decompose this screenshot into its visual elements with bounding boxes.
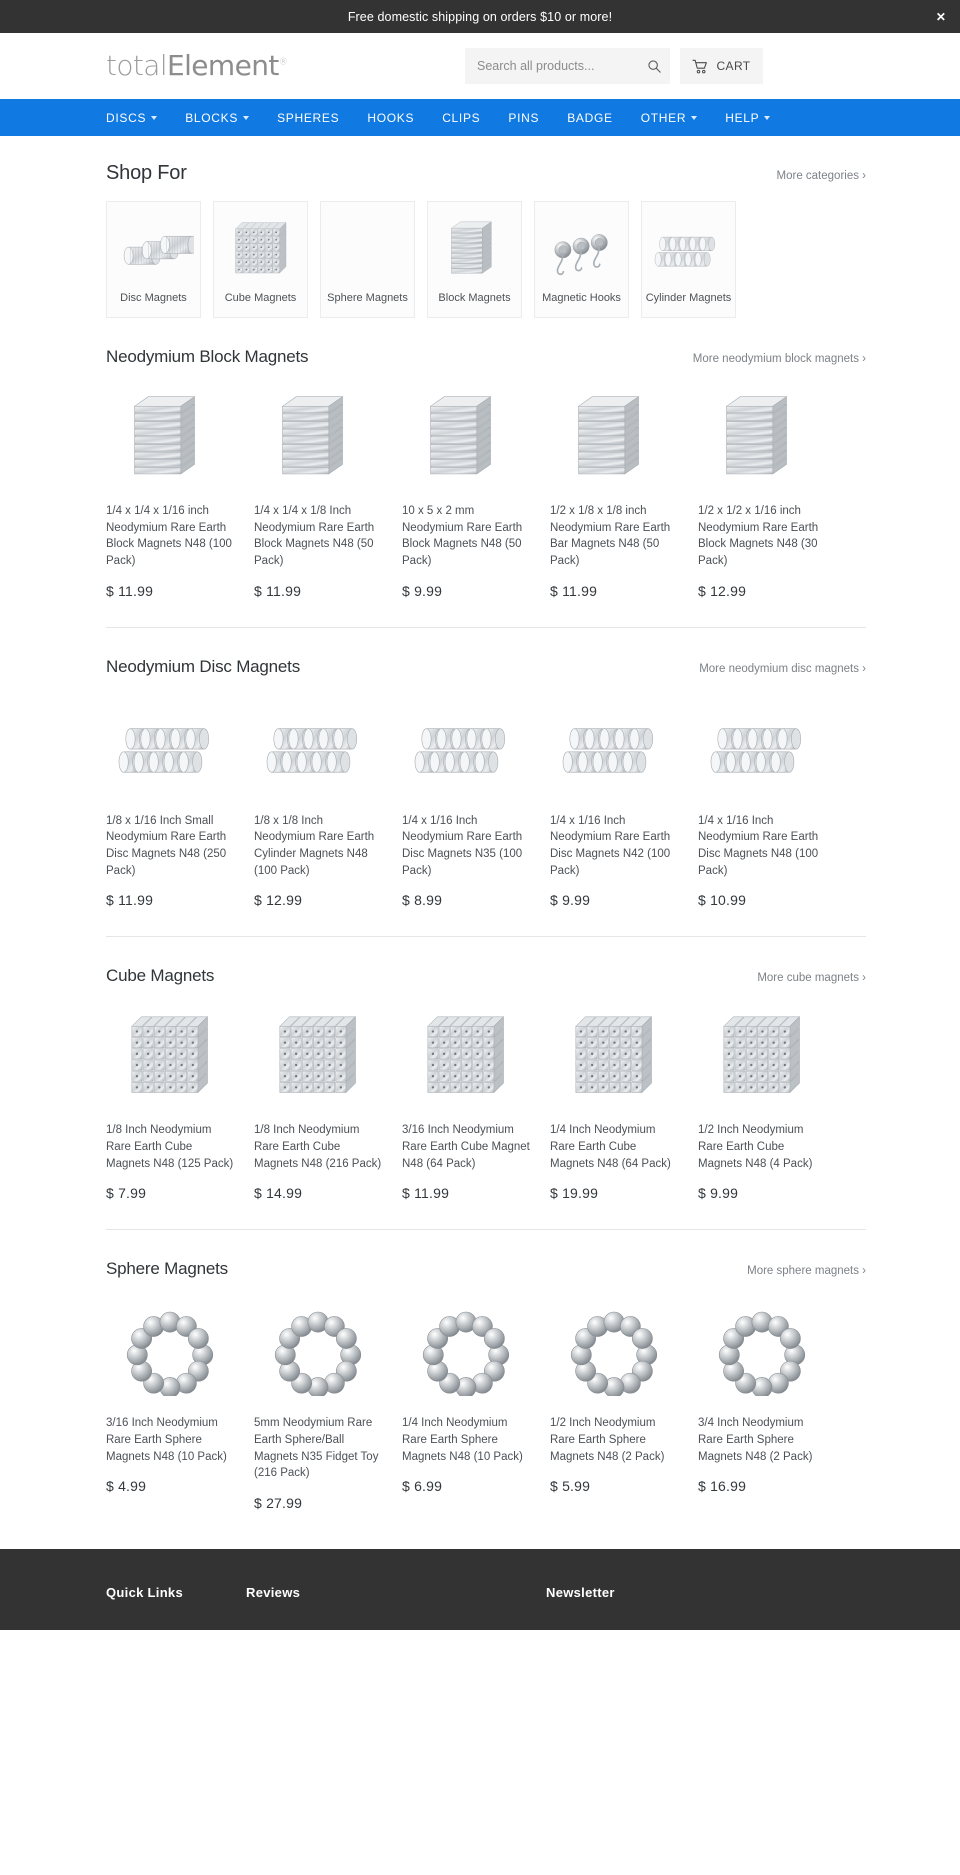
- product-image: [106, 1002, 234, 1107]
- product-title: 1/8 x 1/8 Inch Neodymium Rare Earth Cylinder Magnets N48 (100 Pack): [254, 814, 375, 877]
- product-row: [106, 693, 866, 909]
- nav-item-other[interactable]: [627, 99, 712, 136]
- product-title: 1/8 x 1/16 Inch Small Neodymium Rare Earth Disc Magnets N48 (250 Pack): [106, 814, 227, 877]
- announcement-text: Free domestic shipping on orders $10 or more!: [347, 9, 613, 24]
- product-price: $ 4.99: [106, 1478, 147, 1495]
- product-price: $ 11.99: [106, 892, 154, 909]
- product-price: $ 14.99: [254, 1185, 303, 1202]
- product-image: [254, 693, 382, 798]
- product-section: [106, 627, 866, 909]
- category-label: Cylinder Magnets: [645, 292, 732, 304]
- more-categories-link[interactable]: More categories ›: [776, 170, 866, 182]
- section-more-link[interactable]: More sphere magnets ›: [747, 1265, 866, 1278]
- category-tile[interactable]: [213, 201, 308, 318]
- section-title: Neodymium Block Magnets: [106, 347, 309, 366]
- nav-item-help[interactable]: [711, 99, 784, 136]
- product-card[interactable]: [254, 1002, 382, 1201]
- product-title: 1/4 Inch Neodymium Rare Earth Sphere Magnets N48 (10 Pack): [402, 1417, 523, 1463]
- product-title: 1/2 x 1/2 x 1/16 inch Neodymium Rare Earth Block Magnets N48 (30 Pack): [698, 505, 819, 568]
- nav-item-pins[interactable]: [494, 99, 553, 136]
- product-card[interactable]: [698, 383, 826, 599]
- product-image: [106, 1295, 234, 1400]
- product-image: [698, 1295, 826, 1400]
- chevron-down-icon: [764, 116, 770, 120]
- site-header: [0, 33, 960, 99]
- product-price: $ 7.99: [106, 1185, 147, 1202]
- search-input[interactable]: [477, 59, 647, 73]
- logo-trademark: ®: [278, 57, 288, 68]
- nav-item-hooks[interactable]: [353, 99, 428, 136]
- close-icon[interactable]: ✕: [935, 9, 946, 24]
- nav-item-label: SPHERES: [277, 110, 340, 125]
- product-price: $ 9.99: [550, 892, 591, 909]
- product-title: 1/4 x 1/4 x 1/16 inch Neodymium Rare Earth Block Magnets N48 (100 Pack): [106, 505, 232, 568]
- cart-button[interactable]: [680, 48, 763, 84]
- product-card[interactable]: [550, 383, 678, 599]
- product-image: [550, 383, 678, 488]
- product-section: [106, 318, 866, 599]
- product-image: [106, 693, 234, 798]
- category-image-none: [328, 211, 408, 284]
- category-image-cylinders: [649, 211, 729, 284]
- nav-item-blocks[interactable]: [171, 99, 263, 136]
- product-title: 3/4 Inch Neodymium Rare Earth Sphere Magnets N48 (2 Pack): [698, 1417, 813, 1463]
- nav-item-label: DISCS: [106, 110, 147, 125]
- product-price: $ 16.99: [698, 1478, 747, 1495]
- product-card[interactable]: [402, 1002, 530, 1201]
- product-card[interactable]: [698, 693, 826, 909]
- product-price: $ 5.99: [550, 1478, 591, 1495]
- section-header: [106, 347, 866, 367]
- product-card[interactable]: [550, 693, 678, 909]
- section-more-link[interactable]: More neodymium block magnets ›: [692, 353, 866, 365]
- product-image: [698, 1002, 826, 1107]
- footer-heading-reviews: Reviews: [246, 1585, 301, 1601]
- product-price: $ 9.99: [698, 1185, 739, 1202]
- product-image: [550, 693, 678, 798]
- logo-prefix: total: [106, 49, 168, 82]
- chevron-down-icon: [151, 116, 157, 120]
- product-row: [106, 1002, 866, 1201]
- logo[interactable]: [106, 49, 288, 82]
- product-image: [254, 383, 382, 488]
- category-tile[interactable]: [320, 201, 415, 318]
- section-title: Neodymium Disc Magnets: [106, 656, 300, 676]
- product-card[interactable]: [106, 1295, 234, 1494]
- category-label: Disc Magnets: [120, 292, 187, 304]
- product-image: [402, 1002, 530, 1107]
- nav-item-label: HELP: [725, 110, 760, 125]
- search-icon[interactable]: [647, 59, 662, 74]
- product-card[interactable]: [402, 1295, 530, 1494]
- category-image-discs: [114, 211, 194, 284]
- product-price: $ 12.99: [254, 892, 303, 909]
- footer-column-quick-links: [106, 1585, 246, 1600]
- product-row: [106, 383, 866, 599]
- category-tile[interactable]: [427, 201, 522, 318]
- product-price: $ 11.99: [550, 582, 598, 599]
- category-tile-row: [106, 201, 866, 318]
- product-title: 5mm Neodymium Rare Earth Sphere/Ball Magnets N35 Fidget Toy (216 Pack): [254, 1417, 379, 1480]
- product-price: $ 11.99: [254, 582, 302, 599]
- product-price: $ 12.99: [698, 582, 747, 599]
- section-header: [106, 1259, 866, 1279]
- product-image: [254, 1002, 382, 1107]
- product-image: [550, 1002, 678, 1107]
- site-footer: [0, 1549, 960, 1630]
- chevron-down-icon: [243, 116, 249, 120]
- category-label: Magnetic Hooks: [542, 292, 621, 304]
- section-more-link[interactable]: More cube magnets ›: [757, 972, 866, 985]
- nav-item-label: CLIPS: [442, 110, 481, 125]
- product-title: 1/8 Inch Neodymium Rare Earth Cube Magnets N48 (125 Pack): [106, 1124, 234, 1170]
- product-title: 1/2 Inch Neodymium Rare Earth Sphere Magnets N48 (2 Pack): [550, 1417, 665, 1463]
- cart-icon: [692, 59, 709, 74]
- product-card[interactable]: [254, 383, 382, 599]
- product-price: $ 11.99: [106, 582, 154, 599]
- product-card[interactable]: [254, 1295, 382, 1511]
- product-price: $ 27.99: [254, 1495, 303, 1512]
- category-image-blocks: [435, 211, 515, 284]
- category-image-hooks: [542, 211, 622, 284]
- announcement-bar: [0, 0, 960, 33]
- product-title: 1/4 x 1/16 Inch Neodymium Rare Earth Disc Magnets N48 (100 Pack): [698, 814, 819, 877]
- product-title: 1/4 x 1/16 Inch Neodymium Rare Earth Disc Magnets N42 (100 Pack): [550, 814, 671, 877]
- nav-item-label: OTHER: [640, 110, 687, 125]
- nav-item-label: PINS: [508, 110, 540, 125]
- category-tile[interactable]: [106, 201, 201, 318]
- product-price: $ 6.99: [402, 1478, 443, 1495]
- cart-label: CART: [716, 59, 751, 73]
- product-image: [698, 383, 826, 488]
- product-image: [550, 1295, 678, 1400]
- product-image: [402, 1295, 530, 1400]
- product-image: [402, 693, 530, 798]
- product-section: [106, 936, 866, 1201]
- shop-for-section: [106, 136, 866, 318]
- page-title: Shop For: [106, 162, 187, 184]
- logo-suffix: Element: [167, 49, 279, 82]
- product-title: 10 x 5 x 2 mm Neodymium Rare Earth Block Magnets N48 (50 Pack): [402, 505, 523, 568]
- section-header: [106, 657, 866, 677]
- category-label: Sphere Magnets: [327, 292, 408, 304]
- section-header: [106, 966, 866, 986]
- product-price: $ 19.99: [550, 1185, 599, 1202]
- product-section: [106, 1229, 866, 1511]
- product-card[interactable]: [550, 1295, 678, 1494]
- product-row: [106, 1295, 866, 1511]
- product-title: 1/8 Inch Neodymium Rare Earth Cube Magnets N48 (216 Pack): [254, 1124, 382, 1170]
- footer-column-reviews: [246, 1585, 546, 1600]
- nav-item-label: BADGE: [567, 110, 613, 125]
- product-title: 3/16 Inch Neodymium Rare Earth Cube Magnet N48 (64 Pack): [402, 1124, 530, 1170]
- product-card[interactable]: [402, 693, 530, 909]
- product-card[interactable]: [106, 383, 234, 599]
- footer-column-newsletter: [546, 1585, 786, 1600]
- nav-item-discs[interactable]: [106, 99, 171, 136]
- product-card[interactable]: [550, 1002, 678, 1201]
- product-image: [254, 1295, 382, 1400]
- category-tile[interactable]: [641, 201, 736, 318]
- footer-heading-newsletter: Newsletter: [546, 1585, 615, 1601]
- nav-item-spheres[interactable]: [263, 99, 353, 136]
- footer-heading-quick-links: Quick Links: [106, 1585, 183, 1601]
- product-title: 1/2 Inch Neodymium Rare Earth Cube Magnets N48 (4 Pack): [698, 1124, 813, 1170]
- product-image: [402, 383, 530, 488]
- product-card[interactable]: [698, 1002, 826, 1201]
- product-image: [698, 693, 826, 798]
- product-card[interactable]: [106, 1002, 234, 1201]
- product-price: $ 10.99: [698, 892, 747, 909]
- product-title: 1/4 Inch Neodymium Rare Earth Cube Magnets N48 (64 Pack): [550, 1124, 671, 1170]
- category-tile[interactable]: [534, 201, 629, 318]
- main-navigation: [0, 99, 960, 136]
- category-label: Block Magnets: [438, 292, 511, 304]
- section-title: Cube Magnets: [106, 966, 215, 986]
- category-image-cube: [221, 211, 301, 284]
- product-price: $ 8.99: [402, 892, 443, 909]
- product-title: 3/16 Inch Neodymium Rare Earth Sphere Magnets N48 (10 Pack): [106, 1417, 227, 1463]
- product-title: 1/2 x 1/8 x 1/8 inch Neodymium Rare Earth Bar Magnets N48 (50 Pack): [550, 505, 671, 568]
- nav-item-label: BLOCKS: [185, 110, 239, 125]
- category-label: Cube Magnets: [224, 292, 297, 304]
- product-price: $ 9.99: [402, 582, 443, 599]
- product-card[interactable]: [106, 693, 234, 909]
- product-card[interactable]: [402, 383, 530, 599]
- product-card[interactable]: [254, 693, 382, 909]
- product-image: [106, 383, 234, 488]
- product-card[interactable]: [698, 1295, 826, 1494]
- product-title: 1/4 x 1/16 Inch Neodymium Rare Earth Disc Magnets N35 (100 Pack): [402, 814, 523, 877]
- section-title: Sphere Magnets: [106, 1259, 228, 1279]
- product-price: $ 11.99: [402, 1185, 450, 1202]
- section-more-link[interactable]: More neodymium disc magnets ›: [699, 662, 866, 675]
- chevron-down-icon: [691, 116, 697, 120]
- search-form[interactable]: [465, 48, 670, 84]
- nav-item-label: HOOKS: [367, 110, 415, 125]
- nav-item-clips[interactable]: [428, 99, 494, 136]
- product-title: 1/4 x 1/4 x 1/8 Inch Neodymium Rare Earth Block Magnets N48 (50 Pack): [254, 505, 375, 568]
- nav-item-badge[interactable]: [553, 99, 627, 136]
